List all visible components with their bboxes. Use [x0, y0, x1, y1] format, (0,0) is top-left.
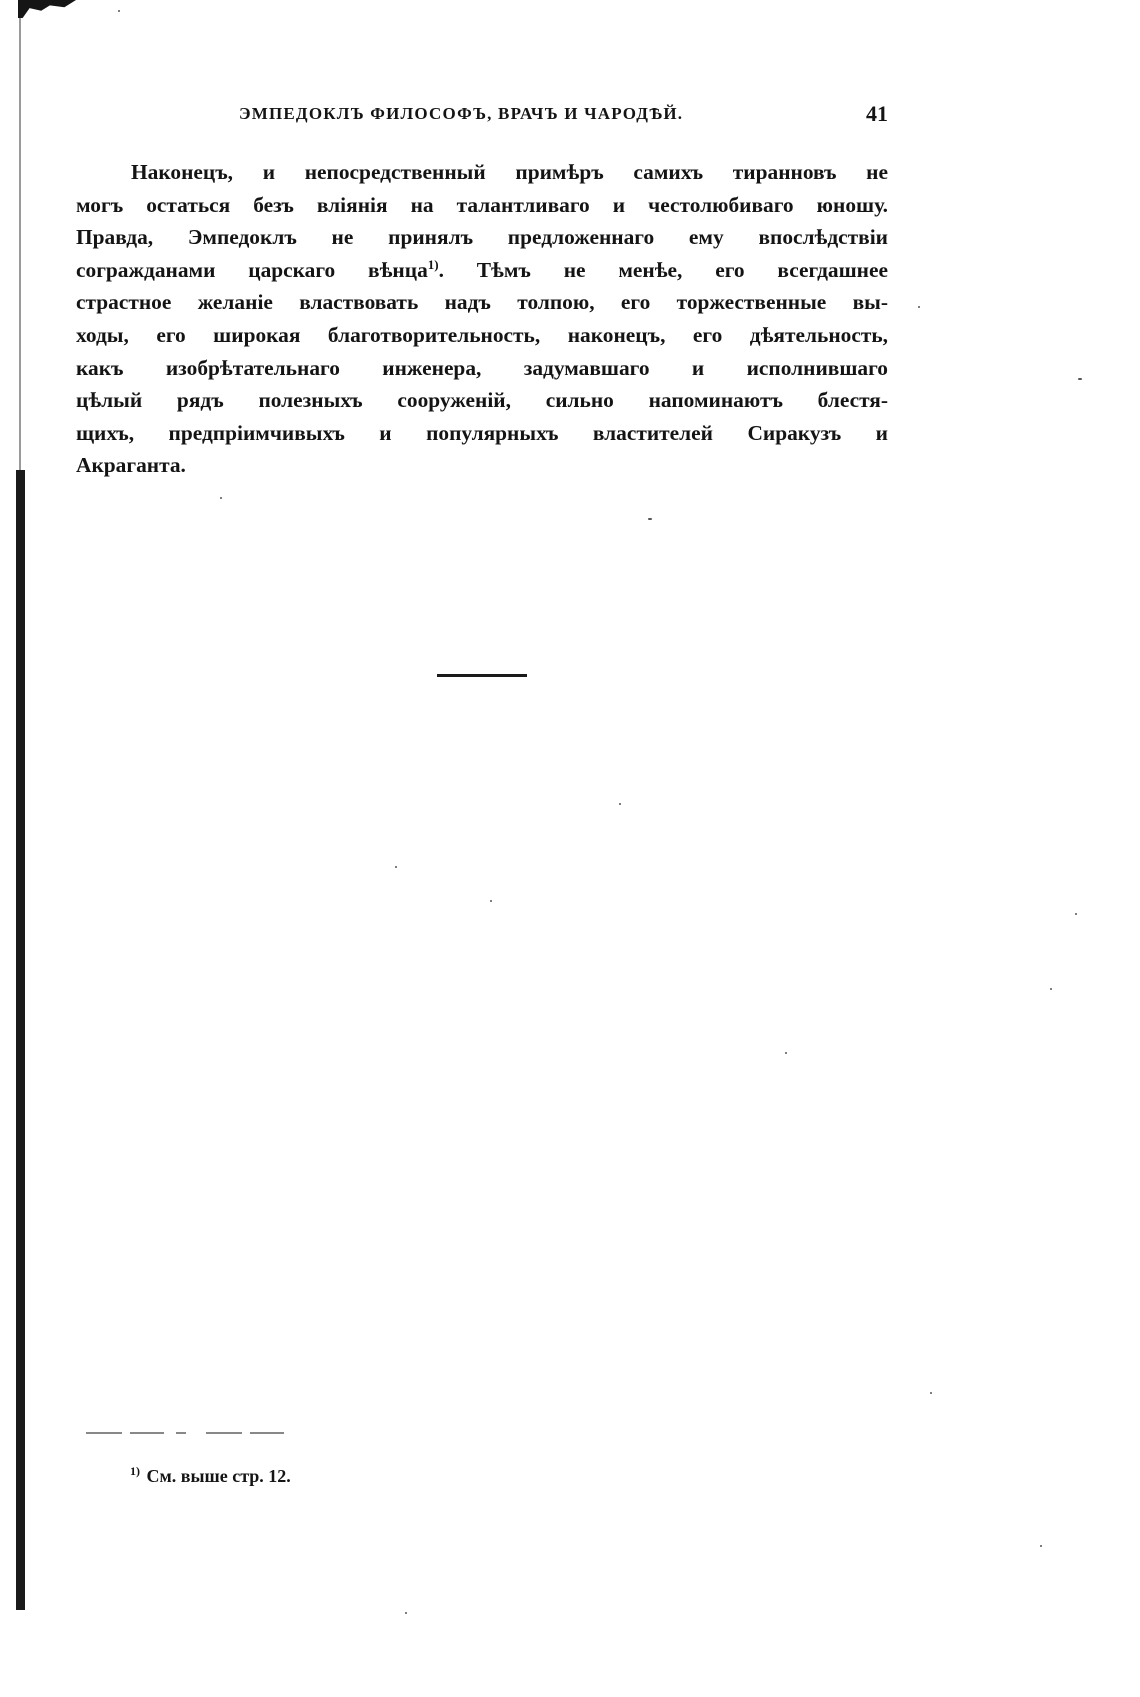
binding-shadow	[16, 470, 25, 1610]
footnote-reference[interactable]: 1)	[427, 256, 439, 272]
text-line: какъ изобрѣтательнаго инженера, задумавшаго и исполнившаго	[76, 355, 888, 380]
scan-speck	[648, 518, 652, 520]
scan-speck	[785, 1052, 787, 1054]
text-line: Правда, Эмпедоклъ не принялъ предложеннаго ему впослѣдствіи	[76, 225, 888, 250]
text-line	[76, 254, 888, 287]
footnote	[130, 1466, 291, 1487]
body-paragraph	[76, 156, 888, 482]
text-line-part: . Тѣмъ не менѣе, его всегдашнее	[438, 257, 888, 282]
text-line: могъ остаться безъ вліянія на талантливаго и честолюбиваго юношу.	[76, 192, 888, 217]
running-head	[76, 101, 888, 132]
page-number: 41	[866, 101, 888, 126]
text-line: Акраганта.	[76, 453, 186, 478]
scan-speck	[930, 1392, 932, 1394]
text-line: ходы, его широкая благотворительность, наконецъ, его дѣятельность,	[76, 322, 888, 347]
footnote-text: См. выше стр. 12.	[146, 1466, 291, 1486]
scan-speck	[1050, 988, 1052, 990]
footnote-separator	[86, 1432, 286, 1434]
scan-speck	[118, 10, 120, 12]
text-line: Наконецъ, и непосредственный примѣръ самихъ тиранновъ не	[131, 160, 888, 184]
scan-speck	[490, 900, 492, 902]
text-line-part: согражданами царскаго вѣнца	[76, 257, 428, 282]
scan-speck	[395, 866, 397, 868]
section-divider	[437, 674, 527, 677]
scan-speck	[1078, 378, 1082, 380]
scan-corner-artifact	[18, 0, 76, 18]
scan-speck	[1040, 1545, 1042, 1547]
scan-speck	[220, 497, 222, 499]
footnote-mark: 1)	[130, 1464, 140, 1478]
text-line: щихъ, предпріимчивыхъ и популярныхъ властителей Сиракузъ и	[76, 420, 888, 445]
text-line: цѣлый рядъ полезныхъ сооруженій, сильно напоминаютъ блестя-	[76, 388, 888, 413]
scan-speck	[405, 1612, 407, 1614]
scan-speck	[918, 306, 920, 308]
text-line: страстное желаніе властвовать надъ толпою, его торжественные вы-	[76, 290, 888, 315]
scan-speck	[1075, 913, 1077, 915]
running-title: ЭМПЕДОКЛЪ ФИЛОСОФЪ, ВРАЧЪ И ЧАРОДѢЙ.	[239, 104, 684, 123]
scan-speck	[619, 803, 621, 805]
binding-shadow-thin	[19, 0, 21, 470]
